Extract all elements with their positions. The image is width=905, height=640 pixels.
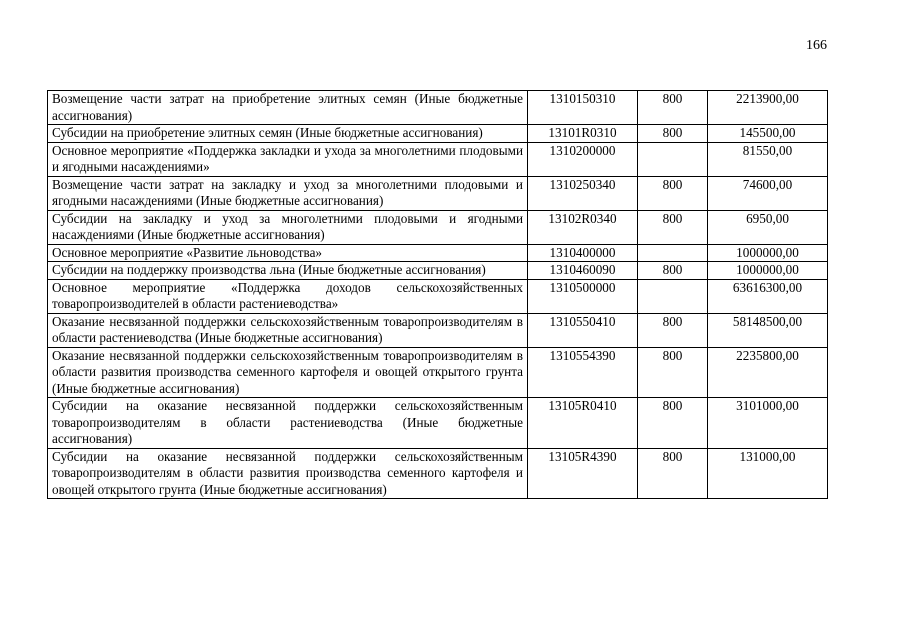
row-type: 800 <box>638 262 708 280</box>
table-row <box>48 142 828 176</box>
table-row <box>48 210 828 244</box>
row-name: Субсидии на оказание несвязанной поддержки сельскохозяйственным товаропроизводителям в области развития производства семенного картофеля и овощей открытого грунта (Иные бюджетные ассигнования) <box>48 448 528 499</box>
row-type <box>638 244 708 262</box>
row-amount: 131000,00 <box>708 448 828 499</box>
row-code: 1310400000 <box>528 244 638 262</box>
row-code: 1310150310 <box>528 91 638 125</box>
row-code: 1310200000 <box>528 142 638 176</box>
budget-table-body <box>48 91 828 499</box>
table-row <box>48 398 828 449</box>
budget-table <box>47 90 828 499</box>
row-type <box>638 142 708 176</box>
row-name: Оказание несвязанной поддержки сельскохозяйственным товаропроизводителям в области растениеводства (Иные бюджетные ассигнования) <box>48 313 528 347</box>
row-name: Субсидии на оказание несвязанной поддержки сельскохозяйственным товаропроизводителям в области растениеводства (Иные бюджетные ассигнования) <box>48 398 528 449</box>
row-name: Оказание несвязанной поддержки сельскохозяйственным товаропроизводителям в области развития производства семенного картофеля и овощей открытого грунта (Иные бюджетные ассигнования) <box>48 347 528 398</box>
row-type: 800 <box>638 313 708 347</box>
table-row <box>48 125 828 143</box>
row-type: 800 <box>638 398 708 449</box>
table-row <box>48 313 828 347</box>
page-number: 166 <box>806 38 827 53</box>
row-code: 1310250340 <box>528 176 638 210</box>
row-name: Субсидии на приобретение элитных семян (Иные бюджетные ассигнования) <box>48 125 528 143</box>
row-type: 800 <box>638 347 708 398</box>
row-amount: 74600,00 <box>708 176 828 210</box>
row-name: Возмещение части затрат на приобретение элитных семян (Иные бюджетные ассигнования) <box>48 91 528 125</box>
row-type: 800 <box>638 91 708 125</box>
row-code: 13102R0340 <box>528 210 638 244</box>
row-amount: 2213900,00 <box>708 91 828 125</box>
row-name: Основное мероприятие «Поддержка доходов сельскохозяйственных товаропроизводителей в области растениеводства» <box>48 279 528 313</box>
row-code: 1310554390 <box>528 347 638 398</box>
row-amount: 1000000,00 <box>708 244 828 262</box>
row-type: 800 <box>638 176 708 210</box>
row-amount: 6950,00 <box>708 210 828 244</box>
row-name: Возмещение части затрат на закладку и уход за многолетними плодовыми и ягодными насаждениями (Иные бюджетные ассигнования) <box>48 176 528 210</box>
table-row <box>48 448 828 499</box>
row-type: 800 <box>638 210 708 244</box>
row-amount: 2235800,00 <box>708 347 828 398</box>
row-type: 800 <box>638 125 708 143</box>
table-row <box>48 262 828 280</box>
row-code: 13105R0410 <box>528 398 638 449</box>
row-amount: 58148500,00 <box>708 313 828 347</box>
row-code: 1310500000 <box>528 279 638 313</box>
row-type <box>638 279 708 313</box>
table-row <box>48 347 828 398</box>
table-row <box>48 176 828 210</box>
row-name: Основное мероприятие «Развитие льноводства» <box>48 244 528 262</box>
row-type: 800 <box>638 448 708 499</box>
row-amount: 81550,00 <box>708 142 828 176</box>
row-amount: 1000000,00 <box>708 262 828 280</box>
table-row <box>48 91 828 125</box>
row-amount: 3101000,00 <box>708 398 828 449</box>
row-amount: 145500,00 <box>708 125 828 143</box>
table-row <box>48 279 828 313</box>
row-code: 1310460090 <box>528 262 638 280</box>
table-row <box>48 244 828 262</box>
row-name: Субсидии на закладку и уход за многолетними плодовыми и ягодными насаждениями (Иные бюджетные ассигнования) <box>48 210 528 244</box>
row-code: 13105R4390 <box>528 448 638 499</box>
row-code: 1310550410 <box>528 313 638 347</box>
row-name: Основное мероприятие «Поддержка закладки и ухода за многолетними плодовыми и ягодными насаждениями» <box>48 142 528 176</box>
row-name: Субсидии на поддержку производства льна (Иные бюджетные ассигнования) <box>48 262 528 280</box>
row-amount: 63616300,00 <box>708 279 828 313</box>
row-code: 13101R0310 <box>528 125 638 143</box>
